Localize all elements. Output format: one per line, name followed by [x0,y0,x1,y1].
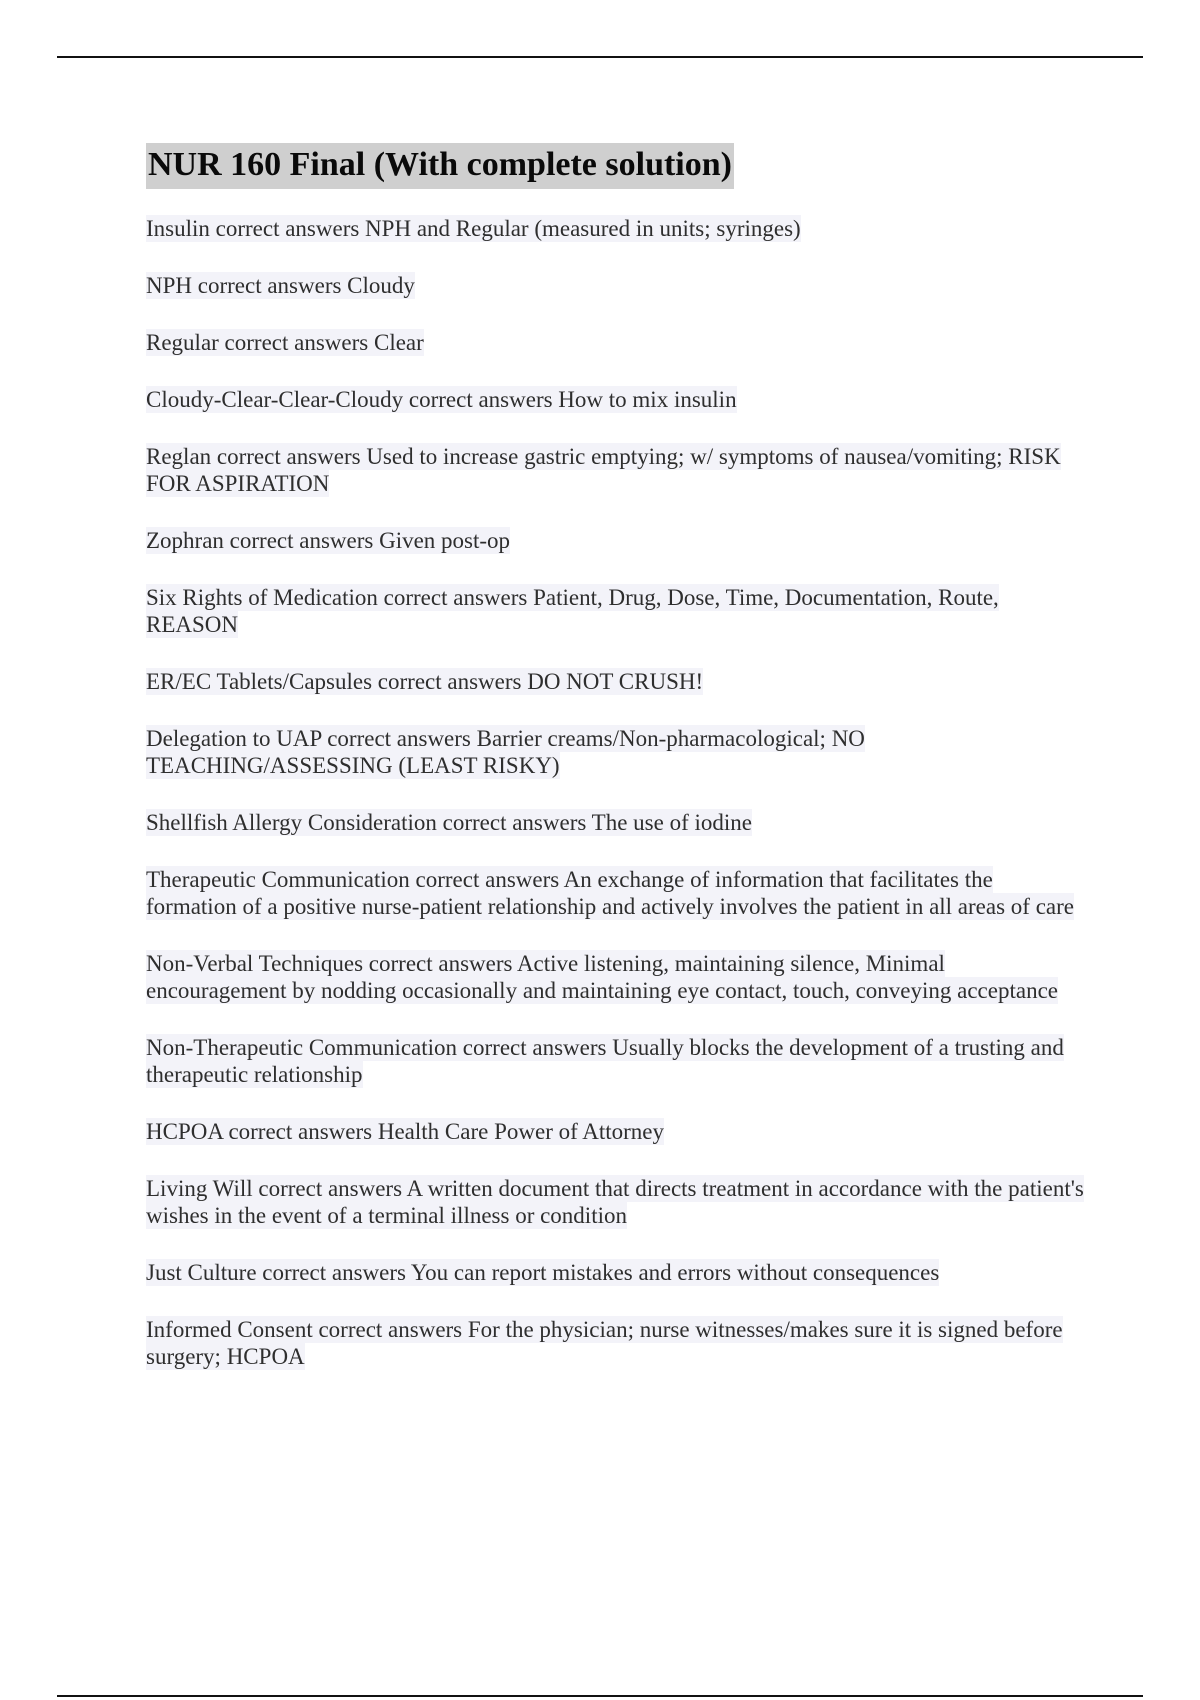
qa-entry-regular [146,329,1086,356]
qa-entry-non-verbal [146,950,1086,1004]
top-divider [57,56,1143,58]
qa-entry-text: HCPOA correct answers Health Care Power of Attorney [146,1119,665,1144]
qa-entry-text: ER/EC Tablets/Capsules correct answers DO NOT CRUSH! [146,669,704,694]
qa-entry-text: Living Will correct answers A written document that directs treatment in accordance with the patient's wishes in the event of a terminal illness or condition [146,1176,1084,1228]
qa-entry-mix-insulin [146,386,1086,413]
qa-entry-therapeutic [146,866,1086,920]
qa-entry-text: Informed Consent correct answers For the physician; nurse witnesses/makes sure it is signed before surgery; HCPOA [146,1317,1063,1369]
qa-entry-nph [146,272,1086,299]
qa-entry-text: Insulin correct answers NPH and Regular (measured in units; syringes) [146,216,801,241]
qa-entry-text: Regular correct answers Clear [146,330,424,355]
qa-entry-text: Non-Verbal Techniques correct answers Active listening, maintaining silence, Minimal encouragement by nodding occasionally and maintaining eye contact, touch, conveying acceptance [146,951,1058,1003]
qa-entry-zophran [146,527,1086,554]
qa-entry-text: Delegation to UAP correct answers Barrier creams/Non-pharmacological; NO TEACHING/ASSESSING (LEAST RISKY) [146,726,865,778]
qa-entry-hcpoa [146,1118,1086,1145]
qa-entry-non-therapeutic [146,1034,1086,1088]
page-title: NUR 160 Final (With complete solution) [146,143,734,189]
document-body [146,143,1086,1400]
qa-entry-text: Cloudy-Clear-Clear-Cloudy correct answers How to mix insulin [146,387,737,412]
qa-entry-text: Reglan correct answers Used to increase gastric emptying; w/ symptoms of nausea/vomiting; RISK FOR ASPIRATION [146,444,1061,496]
qa-entry-delegation [146,725,1086,779]
qa-entry-shellfish [146,809,1086,836]
qa-entry-text: Six Rights of Medication correct answers Patient, Drug, Dose, Time, Documentation, Route, REASON [146,585,999,637]
qa-entry-text: Zophran correct answers Given post-op [146,528,511,553]
qa-entry-reglan [146,443,1086,497]
qa-entry-insulin [146,215,1086,242]
qa-entry-text: NPH correct answers Cloudy [146,273,415,298]
bottom-divider [57,1695,1143,1697]
qa-entry-six-rights [146,584,1086,638]
qa-entry-text: Therapeutic Communication correct answers An exchange of information that facilitates the formation of a positive nurse-patient relationship and actively involves the patient in all areas of care [146,867,1074,919]
qa-entry-text: Just Culture correct answers You can report mistakes and errors without consequences [146,1260,940,1285]
qa-entry-text: Shellfish Allergy Consideration correct answers The use of iodine [146,810,752,835]
qa-list [146,215,1086,1370]
qa-entry-living-will [146,1175,1086,1229]
qa-entry-text: Non-Therapeutic Communication correct answers Usually blocks the development of a trusting and therapeutic relationship [146,1035,1064,1087]
qa-entry-er-ec [146,668,1086,695]
qa-entry-just-culture [146,1259,1086,1286]
qa-entry-informed-consent [146,1316,1086,1370]
